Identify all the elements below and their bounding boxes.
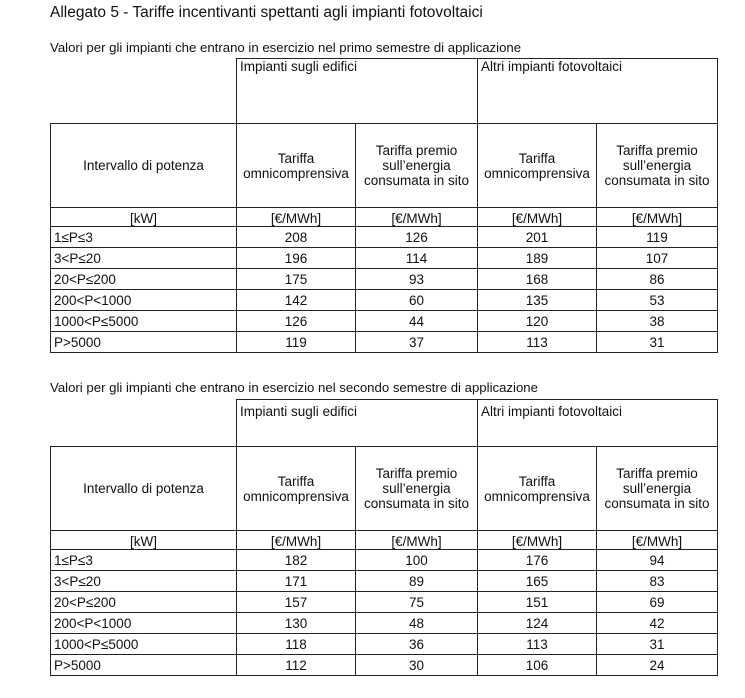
value-cell: 42 <box>597 613 718 634</box>
value-cell: 75 <box>356 592 478 613</box>
value-cell: 107 <box>597 248 718 269</box>
value-cell: 113 <box>478 634 597 655</box>
range-header: Intervallo di potenza <box>51 124 237 208</box>
unit-eur: [€/MWh] <box>237 531 356 550</box>
unit-row <box>51 531 718 550</box>
table1-caption: Valori per gli impianti che entrano in esercizio nel primo semestre di applicazione <box>50 40 522 55</box>
value-cell: 124 <box>478 613 597 634</box>
table-row <box>51 655 718 676</box>
range-cell: 3<P≤20 <box>51 248 237 269</box>
tariff-all-header: Tariffa omnicomprensiva <box>478 447 597 531</box>
value-cell: 151 <box>478 592 597 613</box>
table-row <box>51 592 718 613</box>
table-row <box>51 571 718 592</box>
value-cell: 113 <box>478 332 597 353</box>
range-cell: 1000<P≤5000 <box>51 311 237 332</box>
value-cell: 30 <box>356 655 478 676</box>
tariff-all-header: Tariffa omnicomprensiva <box>237 124 356 208</box>
range-header: Intervallo di potenza <box>51 447 237 531</box>
empty-corner-cell <box>51 59 237 124</box>
unit-eur: [€/MWh] <box>356 208 478 227</box>
table-row <box>51 311 718 332</box>
table-row <box>51 634 718 655</box>
value-cell: 126 <box>237 311 356 332</box>
tariff-table-second-semester <box>50 399 718 676</box>
value-cell: 165 <box>478 571 597 592</box>
value-cell: 114 <box>356 248 478 269</box>
table-row <box>51 227 718 248</box>
value-cell: 100 <box>356 550 478 571</box>
value-cell: 119 <box>597 227 718 248</box>
value-cell: 106 <box>478 655 597 676</box>
value-cell: 126 <box>356 227 478 248</box>
value-cell: 176 <box>478 550 597 571</box>
value-cell: 201 <box>478 227 597 248</box>
unit-eur: [€/MWh] <box>597 531 718 550</box>
group-header-other: Altri impianti fotovoltaici <box>478 400 718 447</box>
table-row <box>51 332 718 353</box>
value-cell: 48 <box>356 613 478 634</box>
value-cell: 189 <box>478 248 597 269</box>
value-cell: 60 <box>356 290 478 311</box>
value-cell: 130 <box>237 613 356 634</box>
value-cell: 142 <box>237 290 356 311</box>
unit-eur: [€/MWh] <box>478 208 597 227</box>
document-title: Allegato 5 - Tariffe incentivanti spettanti agli impianti fotovoltaici <box>50 4 483 21</box>
value-cell: 120 <box>478 311 597 332</box>
value-cell: 44 <box>356 311 478 332</box>
value-cell: 93 <box>356 269 478 290</box>
unit-eur: [€/MWh] <box>237 208 356 227</box>
group-header-buildings: Impianti sugli edifici <box>237 400 478 447</box>
header-group-row <box>51 400 718 447</box>
value-cell: 89 <box>356 571 478 592</box>
table-row <box>51 269 718 290</box>
header-sub-row <box>51 447 718 531</box>
header-sub-row <box>51 124 718 208</box>
range-cell: 200<P<1000 <box>51 290 237 311</box>
value-cell: 83 <box>597 571 718 592</box>
range-cell: 1≤P≤3 <box>51 550 237 571</box>
range-cell: 20<P≤200 <box>51 269 237 290</box>
range-cell: 1000<P≤5000 <box>51 634 237 655</box>
range-cell: 200<P<1000 <box>51 613 237 634</box>
value-cell: 53 <box>597 290 718 311</box>
table-row <box>51 290 718 311</box>
value-cell: 24 <box>597 655 718 676</box>
value-cell: 94 <box>597 550 718 571</box>
group-header-other: Altri impianti fotovoltaici <box>478 59 718 124</box>
range-cell: 20<P≤200 <box>51 592 237 613</box>
value-cell: 208 <box>237 227 356 248</box>
unit-eur: [€/MWh] <box>478 531 597 550</box>
value-cell: 157 <box>237 592 356 613</box>
value-cell: 196 <box>237 248 356 269</box>
value-cell: 175 <box>237 269 356 290</box>
empty-corner-cell <box>51 400 237 447</box>
unit-eur: [€/MWh] <box>356 531 478 550</box>
value-cell: 168 <box>478 269 597 290</box>
value-cell: 171 <box>237 571 356 592</box>
value-cell: 135 <box>478 290 597 311</box>
range-cell: P>5000 <box>51 332 237 353</box>
table2-caption: Valori per gli impianti che entrano in esercizio nel secondo semestre di applicazione <box>50 380 538 395</box>
value-cell: 119 <box>237 332 356 353</box>
header-group-row <box>51 59 718 124</box>
value-cell: 38 <box>597 311 718 332</box>
value-cell: 31 <box>597 332 718 353</box>
value-cell: 36 <box>356 634 478 655</box>
table-row <box>51 613 718 634</box>
tariff-table-first-semester <box>50 58 718 353</box>
group-header-buildings: Impianti sugli edifici <box>237 59 478 124</box>
value-cell: 69 <box>597 592 718 613</box>
value-cell: 37 <box>356 332 478 353</box>
table-row <box>51 550 718 571</box>
value-cell: 86 <box>597 269 718 290</box>
tariff-premium-header: Tariffa premio sull’energia consumata in sito <box>356 447 478 531</box>
unit-kw: [kW] <box>51 208 237 227</box>
range-cell: P>5000 <box>51 655 237 676</box>
value-cell: 31 <box>597 634 718 655</box>
value-cell: 112 <box>237 655 356 676</box>
value-cell: 118 <box>237 634 356 655</box>
tariff-premium-header: Tariffa premio sull’energia consumata in sito <box>597 447 718 531</box>
tariff-all-header: Tariffa omnicomprensiva <box>237 447 356 531</box>
table-row <box>51 248 718 269</box>
tariff-premium-header: Tariffa premio sull’energia consumata in sito <box>356 124 478 208</box>
tariff-premium-header: Tariffa premio sull’energia consumata in sito <box>597 124 718 208</box>
unit-row <box>51 208 718 227</box>
range-cell: 3<P≤20 <box>51 571 237 592</box>
unit-kw: [kW] <box>51 531 237 550</box>
range-cell: 1≤P≤3 <box>51 227 237 248</box>
tariff-all-header: Tariffa omnicomprensiva <box>478 124 597 208</box>
value-cell: 182 <box>237 550 356 571</box>
unit-eur: [€/MWh] <box>597 208 718 227</box>
